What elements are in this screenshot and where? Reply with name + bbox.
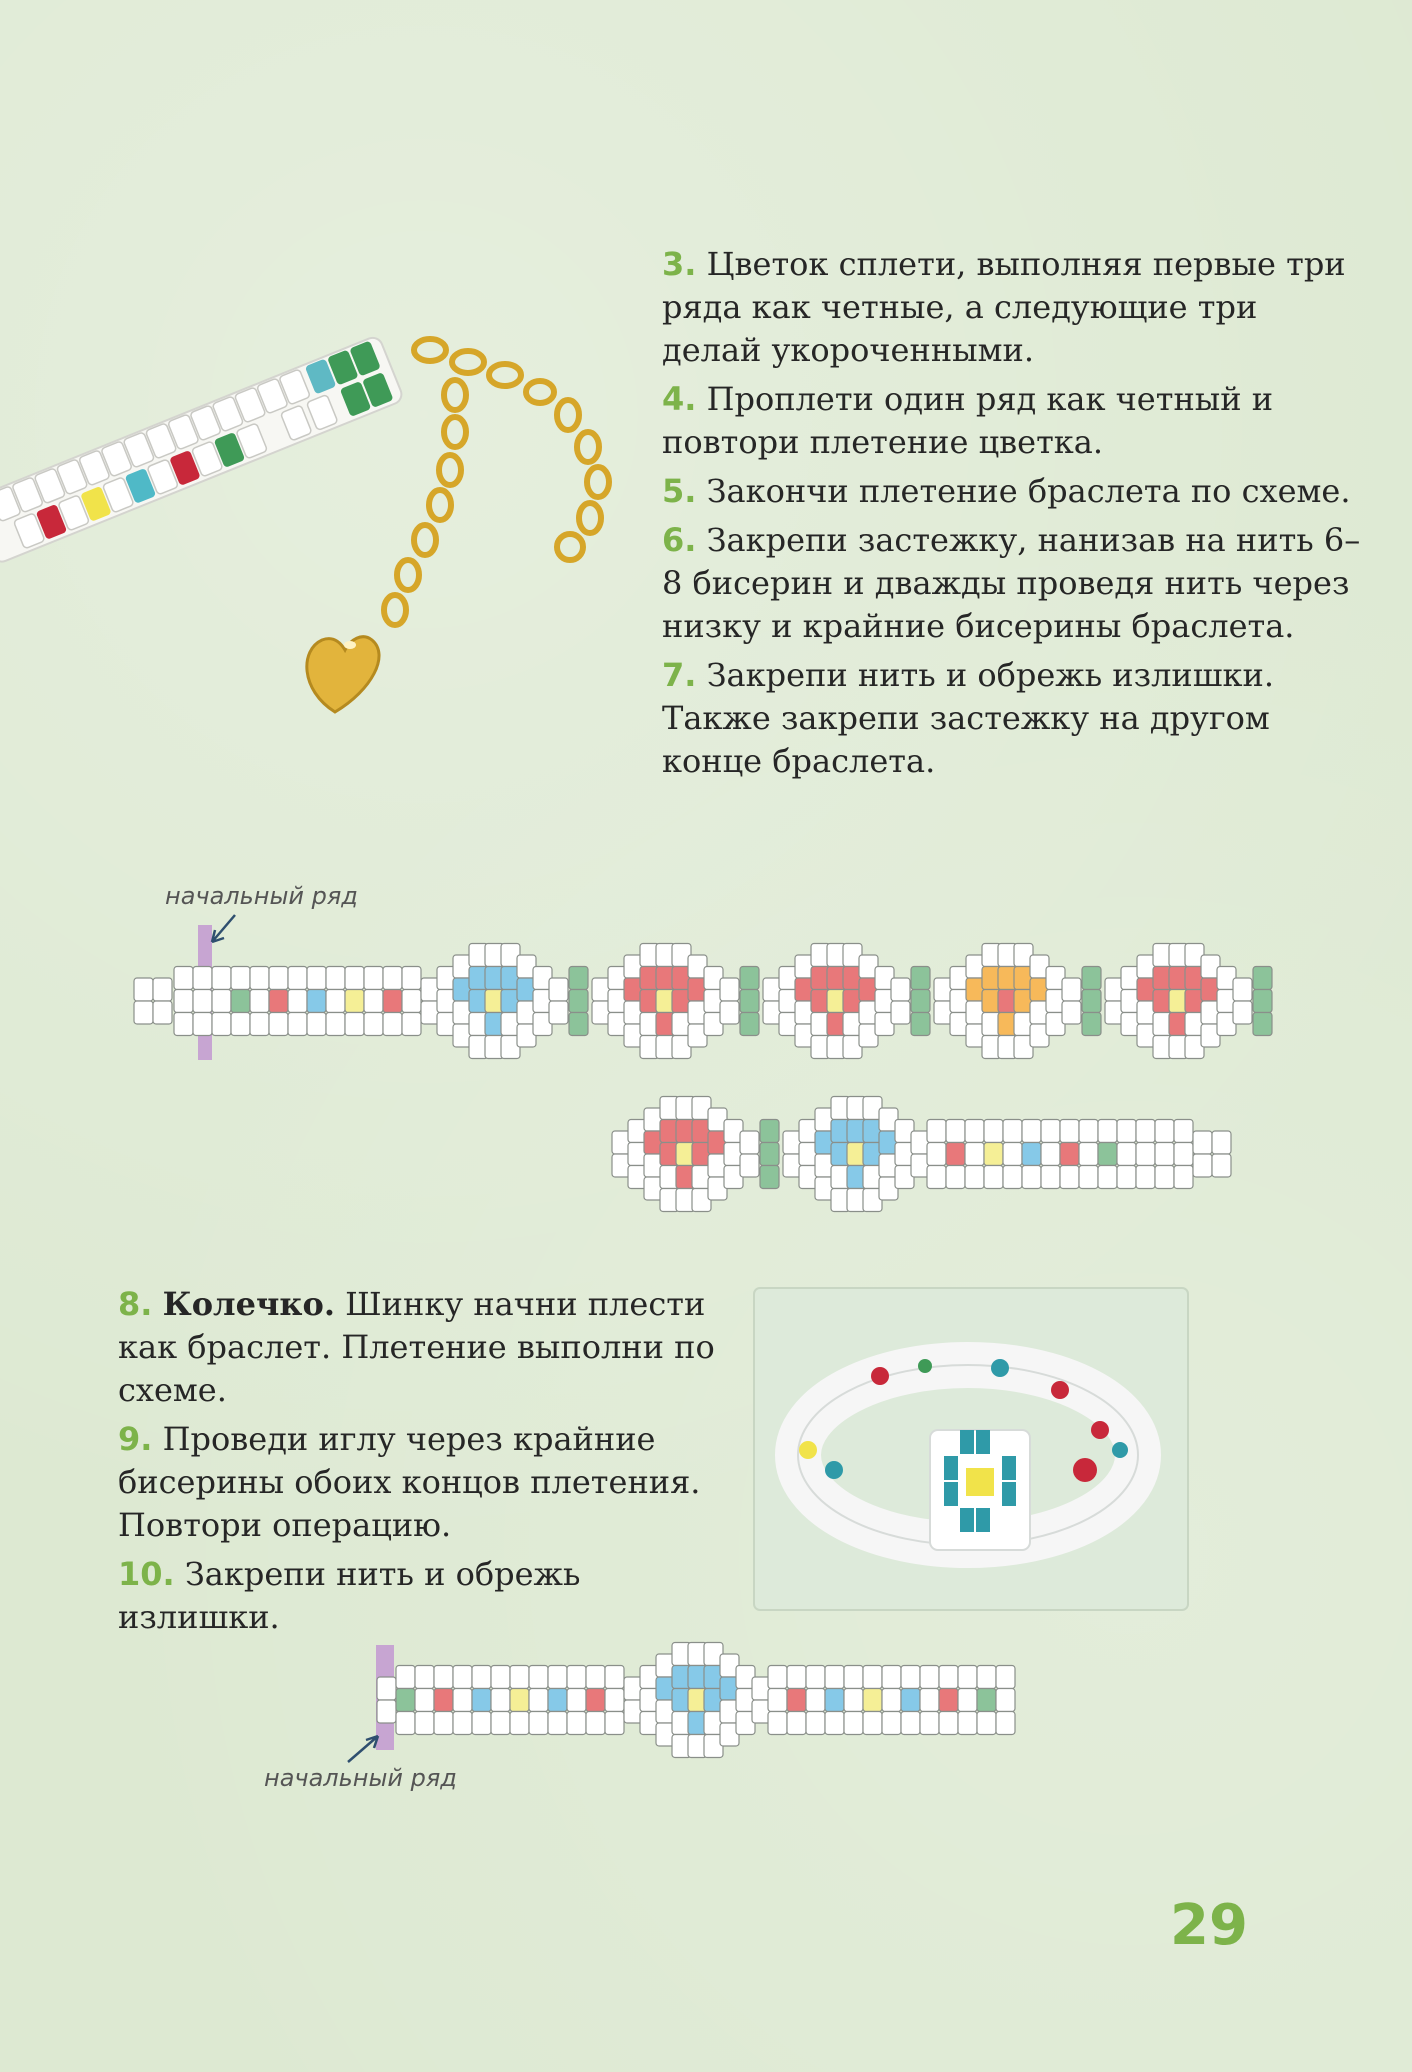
page-number: 29	[1170, 1893, 1248, 1958]
step-number: 5.	[662, 472, 697, 510]
step-number: 8.	[118, 1285, 153, 1323]
step-number: 4.	[662, 380, 697, 418]
instructions-bottom	[118, 1283, 718, 1645]
start-row-label-top: начальный ряд	[165, 882, 358, 910]
step-text: Проплети один ряд как четный и повтори плетение цветка.	[662, 380, 1274, 461]
step-text: Закрепи застежку, нанизав на нить 6–8 бисерин и дважды проведя нить через низку и крайние бисерины браслета.	[662, 521, 1361, 645]
step-number: 7.	[662, 656, 697, 694]
ring-flower	[930, 1430, 1030, 1550]
start-row-label-bottom: начальный ряд	[264, 1764, 457, 1792]
step-text: Закончи плетение браслета по схеме.	[706, 472, 1351, 510]
step-10	[118, 1553, 718, 1639]
step-number: 3.	[662, 245, 697, 283]
step-number: 10.	[118, 1555, 175, 1593]
step-8	[118, 1283, 718, 1412]
step-text: Закрепи нить и обрежь излишки. Также закрепи застежку на другом конце браслета.	[662, 656, 1274, 780]
step-title: Колечко.	[162, 1285, 335, 1323]
step-text: Проведи иглу через крайние бисерины обоих концов плетения. Повтори операцию.	[118, 1420, 701, 1544]
step-number: 6.	[662, 521, 697, 559]
step-text: Закрепи нить и обрежь излишки.	[118, 1555, 581, 1636]
step-text: Шинку начни плести как браслет. Плетение выполни по схеме.	[118, 1285, 715, 1409]
step-text: Цветок сплети, выполняя первые три ряда как четные, а следующие три делай укороченными.	[662, 245, 1346, 369]
step-number: 9.	[118, 1420, 153, 1458]
step-9	[118, 1418, 718, 1547]
